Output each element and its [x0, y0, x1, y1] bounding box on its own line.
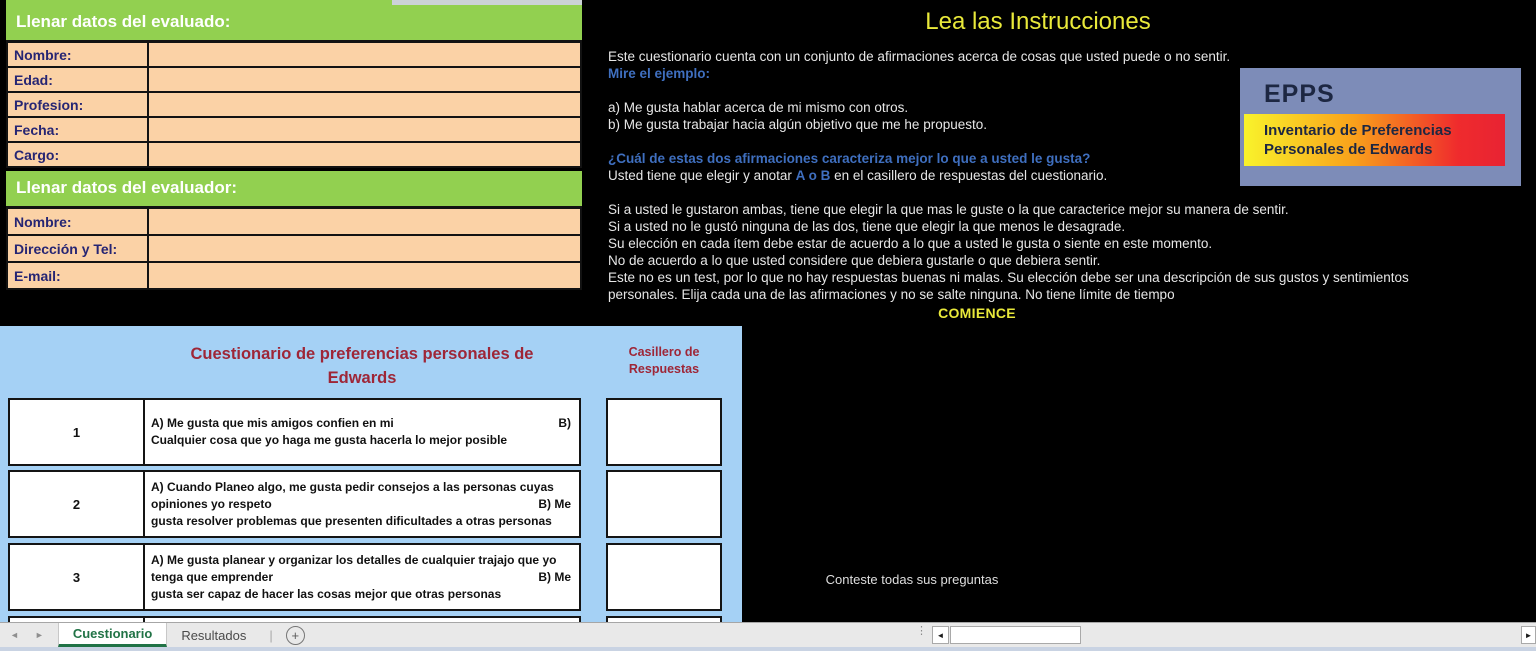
questionnaire-title-line2: Edwards	[327, 369, 397, 387]
instruction-line	[608, 218, 1438, 235]
hscroll-thumb[interactable]	[950, 626, 1081, 644]
field-value-cell[interactable]	[149, 263, 580, 288]
form-row	[8, 118, 580, 143]
instruction-line	[608, 184, 1438, 201]
question-line	[151, 496, 573, 513]
field-value-cell[interactable]	[149, 236, 580, 261]
instruction-segment: Mire el ejemplo:	[608, 66, 711, 81]
answers-header-line1: Casillero de	[628, 345, 700, 359]
question-line-left: opiniones yo respeto	[151, 496, 272, 511]
question-line	[151, 552, 573, 569]
evaluador-form	[6, 171, 582, 290]
instruction-segment: ¿Cuál de estas dos afirmaciones caracteriza mejor lo que a usted le gusta?	[608, 151, 1091, 166]
question-line	[151, 479, 573, 496]
instruction-segment: Si a usted no le gustó ninguna de las dos, tiene que elegir la que menos le desagrade.	[608, 219, 1126, 234]
evaluador-form-header: Llenar datos del evaluador:	[6, 171, 582, 209]
field-label: E-mail:	[8, 263, 149, 288]
instruction-segment: A o B	[795, 168, 831, 183]
field-label: Cargo:	[8, 143, 149, 166]
question-line-left: A) Cuando Planeo algo, me gusta pedir consejos a las personas cuyas	[151, 479, 554, 494]
question-line-left: tenga que emprender	[151, 569, 274, 584]
question-line	[151, 432, 573, 449]
field-value-cell[interactable]	[149, 143, 580, 166]
prev-sheet-icon[interactable]: ◄	[10, 630, 19, 640]
instruction-segment: Este no es un test, por lo que no hay respuestas buenas ni malas. Su elección debe ser una descripción de sus gustos y sentimientos	[608, 270, 1409, 285]
epps-logo-subtitle-line2: Personales de Edwards	[1264, 141, 1433, 158]
answer-cell[interactable]	[606, 543, 722, 611]
instruction-line	[608, 269, 1438, 286]
question-text-cell	[143, 470, 581, 538]
field-label: Edad:	[8, 68, 149, 91]
window-bottom-edge	[0, 647, 1536, 651]
answer-cell[interactable]	[606, 398, 722, 466]
question-line-left: Cualquier cosa que yo haga me gusta hacerla lo mejor posible	[151, 433, 508, 447]
form-row	[8, 236, 580, 263]
add-sheet-icon[interactable]: +	[286, 626, 305, 645]
tab-separator: |	[269, 627, 273, 643]
answers-header-line2: Respuestas	[628, 362, 700, 376]
question-number-cell: 3	[8, 543, 145, 611]
instructions-title: Lea las Instrucciones	[925, 8, 1151, 35]
epps-logo-subtitle-line1: Inventario de Preferencias	[1264, 122, 1452, 139]
sheet-tabs	[58, 623, 261, 647]
question-line	[151, 569, 573, 586]
sheet-tab-resultados[interactable]: Resultados	[181, 627, 247, 643]
instruction-segment: b) Me gusta trabajar hacia algún objetivo que me he propuesto.	[608, 117, 987, 132]
question-line-right: B) Me	[538, 496, 571, 511]
instruction-segment: a) Me gusta hablar acerca de mi mismo con otros.	[608, 100, 909, 115]
instruction-segment: Si a usted le gustaron ambas, tiene que elegir la que mas le guste o la que caracterice mejor su manera de sentir.	[608, 202, 1289, 217]
instruction-line	[608, 48, 1438, 65]
epps-logo-acronym: EPPS	[1264, 80, 1335, 108]
evaluado-form-header: Llenar datos del evaluado:	[6, 5, 582, 43]
question-number-cell: 1	[8, 398, 145, 466]
question-line-left: gusta resolver problemas que presenten dificultades a otras personas	[151, 513, 552, 528]
field-label: Dirección y Tel:	[8, 236, 149, 261]
field-value-cell[interactable]	[149, 43, 580, 66]
hscroll-right-icon[interactable]: ►	[1521, 626, 1536, 644]
instruction-segment: No de acuerdo a lo que usted considere que debiera gustarle o que debiera sentir.	[608, 253, 1101, 268]
question-line-right: B)	[558, 416, 571, 430]
instruction-segment: en el casillero de respuestas del cuestionario.	[830, 168, 1108, 183]
form-row	[8, 263, 580, 288]
instruction-segment: Usted tiene que elegir y anotar	[608, 168, 796, 183]
instruction-segment: personales. Elija cada una de las afirmaciones y no se salte ninguna. No tiene límite de tiempo	[608, 287, 1175, 302]
field-value-cell[interactable]	[149, 118, 580, 141]
instruction-line	[608, 252, 1438, 269]
epps-logo-gradient-band	[1244, 114, 1505, 166]
field-value-cell[interactable]	[149, 93, 580, 116]
question-line-right: B) Me	[538, 569, 571, 584]
field-label: Profesion:	[8, 93, 149, 116]
field-value-cell[interactable]	[149, 68, 580, 91]
field-label: Fecha:	[8, 118, 149, 141]
epps-logo	[1240, 68, 1521, 186]
question-text-cell	[143, 543, 581, 611]
answers-column-header	[603, 344, 725, 378]
instruction-line	[608, 286, 1438, 303]
question-text-cell	[143, 398, 581, 466]
next-sheet-icon[interactable]: ►	[34, 630, 44, 640]
question-line-left: A) Me gusta que mis amigos confien en mi	[151, 416, 394, 430]
questionnaire-title	[102, 342, 622, 390]
tab-scroll-splitter-icon[interactable]: ⋮	[916, 625, 927, 637]
instruction-segment: Este cuestionario cuenta con un conjunto de afirmaciones acerca de cosas que usted puede o no sentir.	[608, 49, 1231, 64]
sheet-tab-cuestionario[interactable]: Cuestionario	[58, 623, 167, 647]
question-line	[151, 513, 573, 530]
answer-all-note: Conteste todas sus preguntas	[825, 572, 999, 587]
sheet-nav	[0, 623, 58, 647]
question-line	[151, 586, 573, 603]
question-line-left: gusta ser capaz de hacer las cosas mejor que otras personas	[151, 586, 502, 601]
answer-cell[interactable]	[606, 470, 722, 538]
sheet-tab-bar	[0, 622, 1536, 647]
instruction-line	[608, 201, 1438, 218]
questionnaire-title-line1: Cuestionario de preferencias personales de	[190, 345, 534, 363]
question-line	[151, 415, 573, 432]
comience-button[interactable]: COMIENCE	[938, 305, 1016, 321]
evaluador-form-rows	[6, 209, 582, 290]
question-number-cell: 2	[8, 470, 145, 538]
form-row	[8, 68, 580, 93]
field-value-cell[interactable]	[149, 209, 580, 234]
evaluado-form-rows	[6, 43, 582, 168]
question-line-left: A) Me gusta planear y organizar los detalles de cualquier trajajo que yo	[151, 552, 557, 567]
form-row	[8, 93, 580, 118]
instruction-segment: Su elección en cada ítem debe estar de acuerdo a lo que a usted le gusta o siente en este momento.	[608, 236, 1213, 251]
form-row	[8, 43, 580, 68]
evaluado-form	[6, 5, 582, 168]
instruction-line	[608, 235, 1438, 252]
field-label: Nombre:	[8, 209, 149, 234]
form-row	[8, 143, 580, 166]
form-row	[8, 209, 580, 236]
field-label: Nombre:	[8, 43, 149, 66]
hscroll-left-icon[interactable]: ◄	[932, 626, 949, 644]
questionnaire-panel	[0, 326, 742, 622]
